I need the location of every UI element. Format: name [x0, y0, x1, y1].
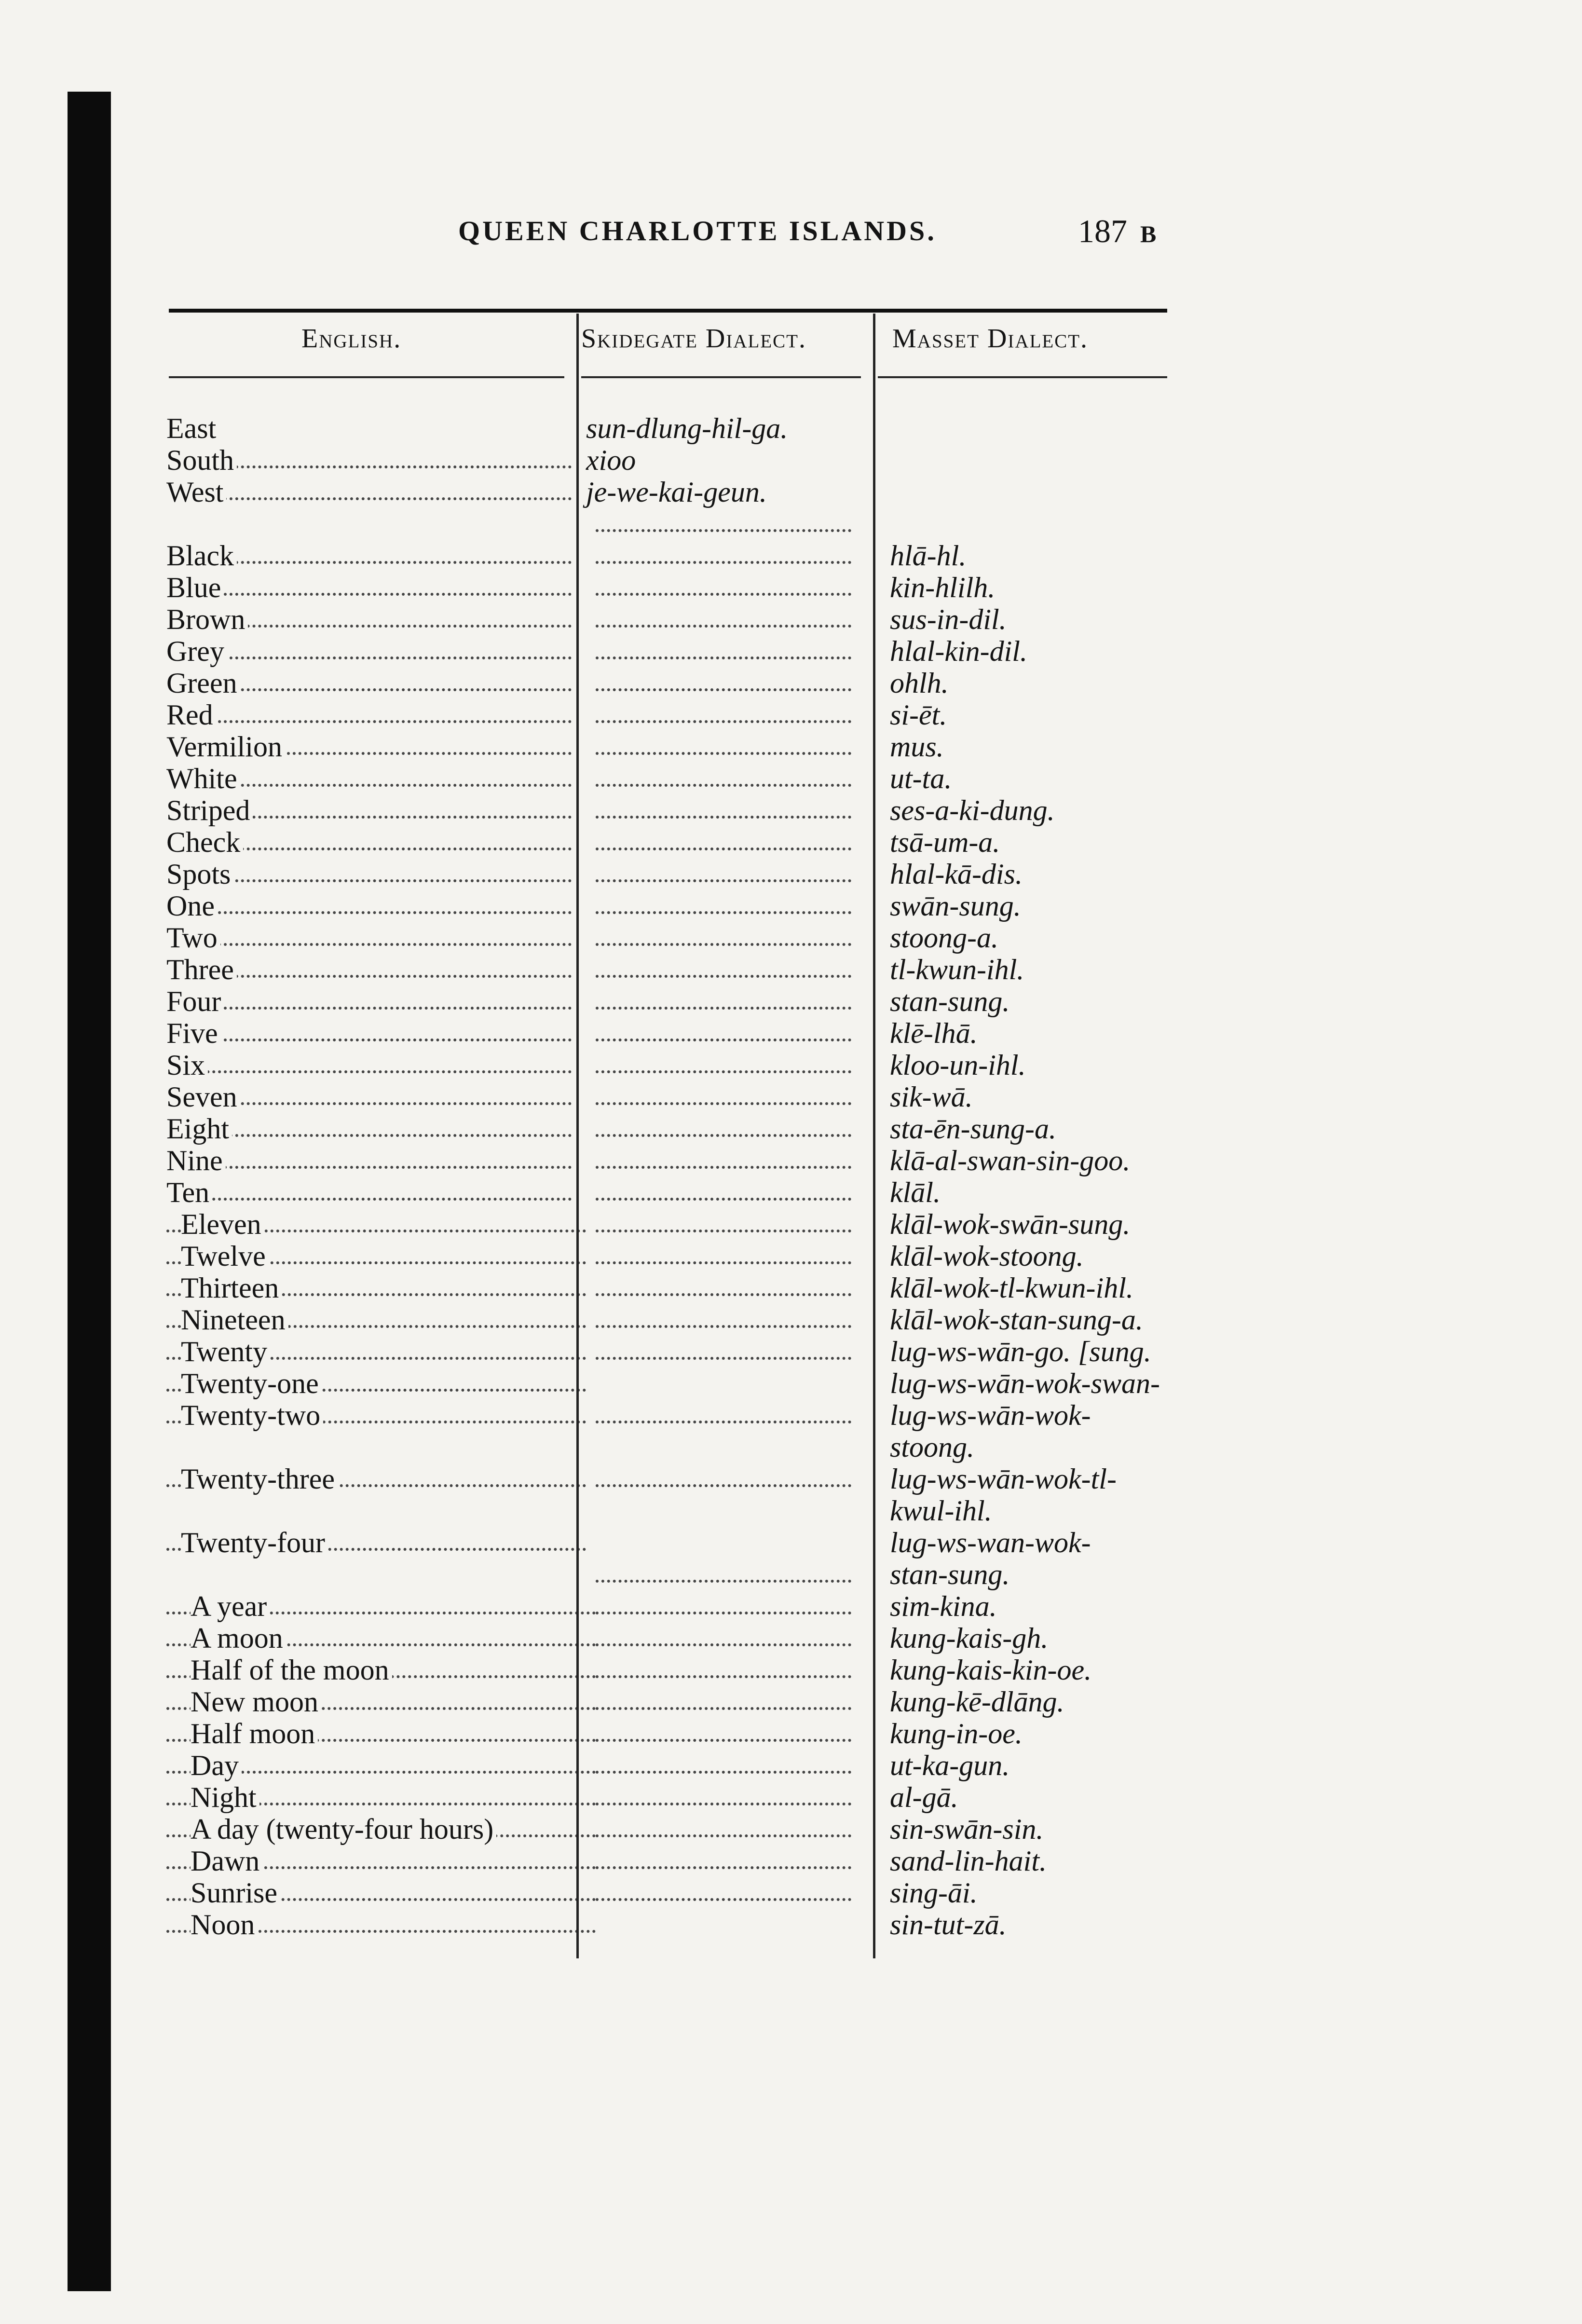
table-row: Black hlā-hl.: [166, 540, 967, 572]
table-row: Day ut-ka-gun.: [166, 1750, 1189, 1781]
table-row: Sunrise sing-āi.: [166, 1877, 1189, 1909]
table-row: Seven sik-wā.: [166, 1081, 973, 1113]
table-row: New moon kung-kē-dlāng.: [166, 1686, 1189, 1718]
column-header-skidegate: Skidegate Dialect.: [581, 324, 807, 354]
vocabulary-table: [166, 412, 1189, 1941]
table-row: West je-we-kai-geun.: [166, 476, 767, 508]
table-top-rule: [169, 309, 1167, 313]
table-row: Two stoong-a.: [166, 922, 998, 954]
table-row: Nineteen klāl-wok-stan-sung-a.: [166, 1304, 1189, 1336]
table-row: East sun-dlung-hil-ga.: [166, 412, 788, 444]
table-row: Eight sta-ēn-sung-a.: [166, 1113, 1056, 1145]
page-number: 187 B: [1078, 213, 1157, 249]
binding-edge: [68, 92, 111, 2291]
table-row: Check tsā-um-a.: [166, 826, 1000, 858]
table-row: Half moon kung-in-oe.: [166, 1718, 1189, 1750]
table-row: Nine klā-al-swan-sin-goo.: [166, 1145, 1131, 1176]
header-underline-skidegate: [581, 376, 861, 378]
table-row: Brown sus-in-dil.: [166, 603, 1007, 635]
table-row: South xioo: [166, 444, 636, 476]
table-row: Half of the moon kung-kais-kin-oe.: [166, 1654, 1189, 1686]
table-row: Twenty-two lug-ws-wān-wok- stoong.: [166, 1399, 1189, 1463]
header-underline-masset: [878, 376, 1167, 378]
column-header-masset: Masset Dialect.: [892, 324, 1089, 354]
table-row: A moon kung-kais-gh.: [166, 1622, 1189, 1654]
table-row: Twelve klāl-wok-stoong.: [166, 1240, 1189, 1272]
table-row: Thirteen klāl-wok-tl-kwun-ihl.: [166, 1272, 1189, 1304]
table-row: Twenty-four lug-ws-wan-wok- stan-sung.: [166, 1527, 1189, 1590]
table-row: Three tl-kwun-ihl.: [166, 954, 1024, 985]
table-row: Six kloo-un-ihl.: [166, 1049, 1026, 1081]
table-row: Night al-gā.: [166, 1781, 1189, 1813]
table-row: White ut-ta.: [166, 763, 952, 794]
table-row: Blue kin-hlilh.: [166, 572, 996, 603]
table-row: Eleven klāl-wok-swān-sung.: [166, 1208, 1189, 1240]
header-underline-english: [169, 376, 564, 378]
table-row: Ten klāl.: [166, 1176, 941, 1208]
table-row: Twenty lug-ws-wān-go. [sung.: [166, 1336, 1189, 1367]
table-row: Red si-ēt.: [166, 699, 947, 731]
table-row: Four stan-sung.: [166, 985, 1010, 1017]
table-row: One swān-sung.: [166, 890, 1021, 922]
table-row: A year sim-kina.: [166, 1590, 1189, 1622]
table-row: Grey hlal-kin-dil.: [166, 635, 1027, 667]
column-header-english: English.: [301, 324, 402, 354]
table-row: Noon sin-tut-zā.: [166, 1909, 1189, 1941]
group-spacer: [166, 508, 1189, 540]
table-row: Twenty-one lug-ws-wān-wok-swan-: [166, 1367, 1189, 1399]
table-row: A day (twenty-four hours) sin-swān-sin.: [166, 1813, 1189, 1845]
table-row: Green ohlh.: [166, 667, 949, 699]
table-row: Spots hlal-kā-dis.: [166, 858, 1023, 890]
table-row: Dawn sand-lin-hait.: [166, 1845, 1189, 1877]
table-row: Striped ses-a-ki-dung.: [166, 794, 1055, 826]
table-row: Twenty-three lug-ws-wān-wok-tl- kwul-ihl.: [166, 1463, 1189, 1527]
table-row: Vermilion mus.: [166, 731, 944, 763]
running-title: QUEEN CHARLOTTE ISLANDS.: [458, 215, 937, 246]
table-row: Five klē-lhā.: [166, 1017, 978, 1049]
